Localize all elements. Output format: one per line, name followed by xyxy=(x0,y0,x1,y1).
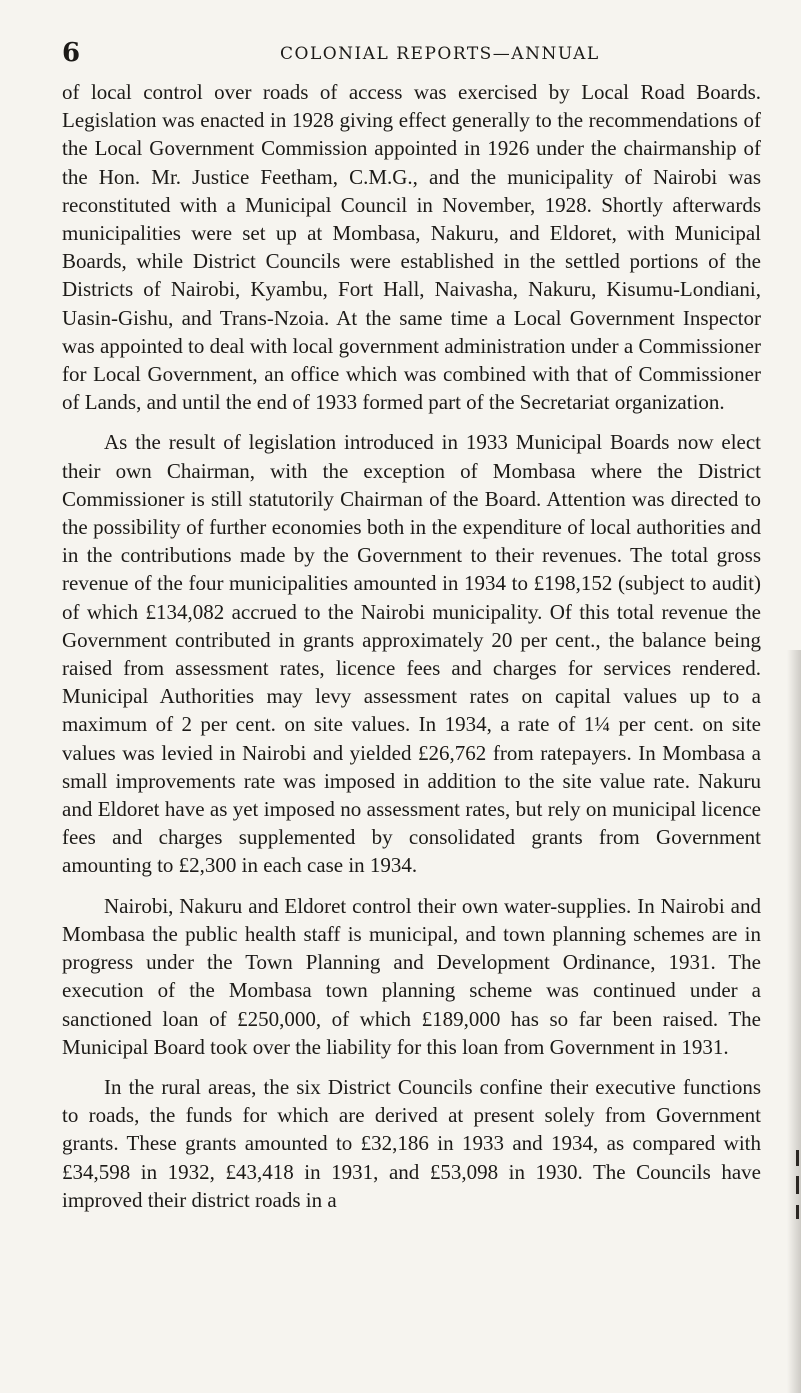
running-title: COLONIAL REPORTS—ANNUAL xyxy=(280,44,600,64)
page-header xyxy=(62,36,762,70)
page-edge-mark xyxy=(796,1176,799,1194)
page-edge-mark xyxy=(796,1205,799,1219)
paragraph-4: In the rural areas, the six District Councils confine their executive functions to roads, the funds for which are derived at present solely from Government grants. These grants amounted to £32,186 in 1933 and 1934, as compared with £34,598 in 1932, £43,418 in 1931, and £53,098 in 1930. The Councils have improved their district roads in a xyxy=(62,1074,761,1212)
paragraph-3: Nairobi, Nakuru and Eldoret control their own water-supplies. In Nairobi and Mombasa the public health staff is municipal, and town planning schemes are in progress under the Town Planning and Development Ordinance, 1931. The execution of the Mombasa town planning scheme was continued under a sanctioned loan of £250,000, of which £189,000 has so far been raised. The Municipal Board took over the liability for this loan from Government in 1931. xyxy=(62,893,761,1059)
page-number: 6 xyxy=(62,38,81,68)
paragraph-2: As the result of legislation introduced in 1933 Municipal Boards now elect their own Chairman, with the exception of Mombasa where the District Commissioner is still statutorily Chairman of the Board. Attention was directed to the possibility of further economies both in the expenditure of local authorities and in the contributions made by the Government to their revenues. The total gross revenue of the four municipalities amounted in 1934 to £198,152 (subject to audit) of which £134,082 accrued to the Nairobi municipality. Of this total revenue the Government contributed in grants approximately 20 per cent., the balance being raised from assessment rates, licence fees and charges for services rendered. Municipal Authorities may levy assessment rates on capital values up to a maximum of 2 per cent. on site values. In 1934, a rate of 1¼ per cent. on site values was levied in Nairobi and yielded £26,762 from ratepayers. In Mombasa a small improvements rate was imposed in addition to the site value rate. Nakuru and Eldoret have as yet imposed no assessment rates, but rely on municipal licence fees and charges supplemented by consolidated grants from Government amounting to £2,300 in each case in 1934. xyxy=(62,430,761,878)
body-text xyxy=(62,78,761,1226)
page-edge-shadow xyxy=(787,650,801,1393)
paragraph-1: of local control over roads of access was exercised by Local Road Boards. Legislation was enacted in 1928 giving effect generally to the recommendations of the Local Government Commission appointed in 1926 under the chairmanship of the Hon. Mr. Justice Feetham, C.M.G., and the municipality of Nairobi was reconstituted with a Municipal Council in November, 1928. Shortly afterwards municipalities were set up at Mombasa, Nakuru, and Eldoret, with Municipal Boards, while District Councils were established in the settled portions of the Districts of Nairobi, Kyambu, Fort Hall, Naivasha, Nakuru, Kisumu-Londiani, Uasin-Gishu, and Trans-Nzoia. At the same time a Local Government Inspector was appointed to deal with local government administration under a Commissioner for Local Government, an office which was combined with that of Commissioner of Lands, and until the end of 1933 formed part of the Secretariat organization. xyxy=(62,80,761,415)
page-edge-mark xyxy=(796,1150,799,1166)
